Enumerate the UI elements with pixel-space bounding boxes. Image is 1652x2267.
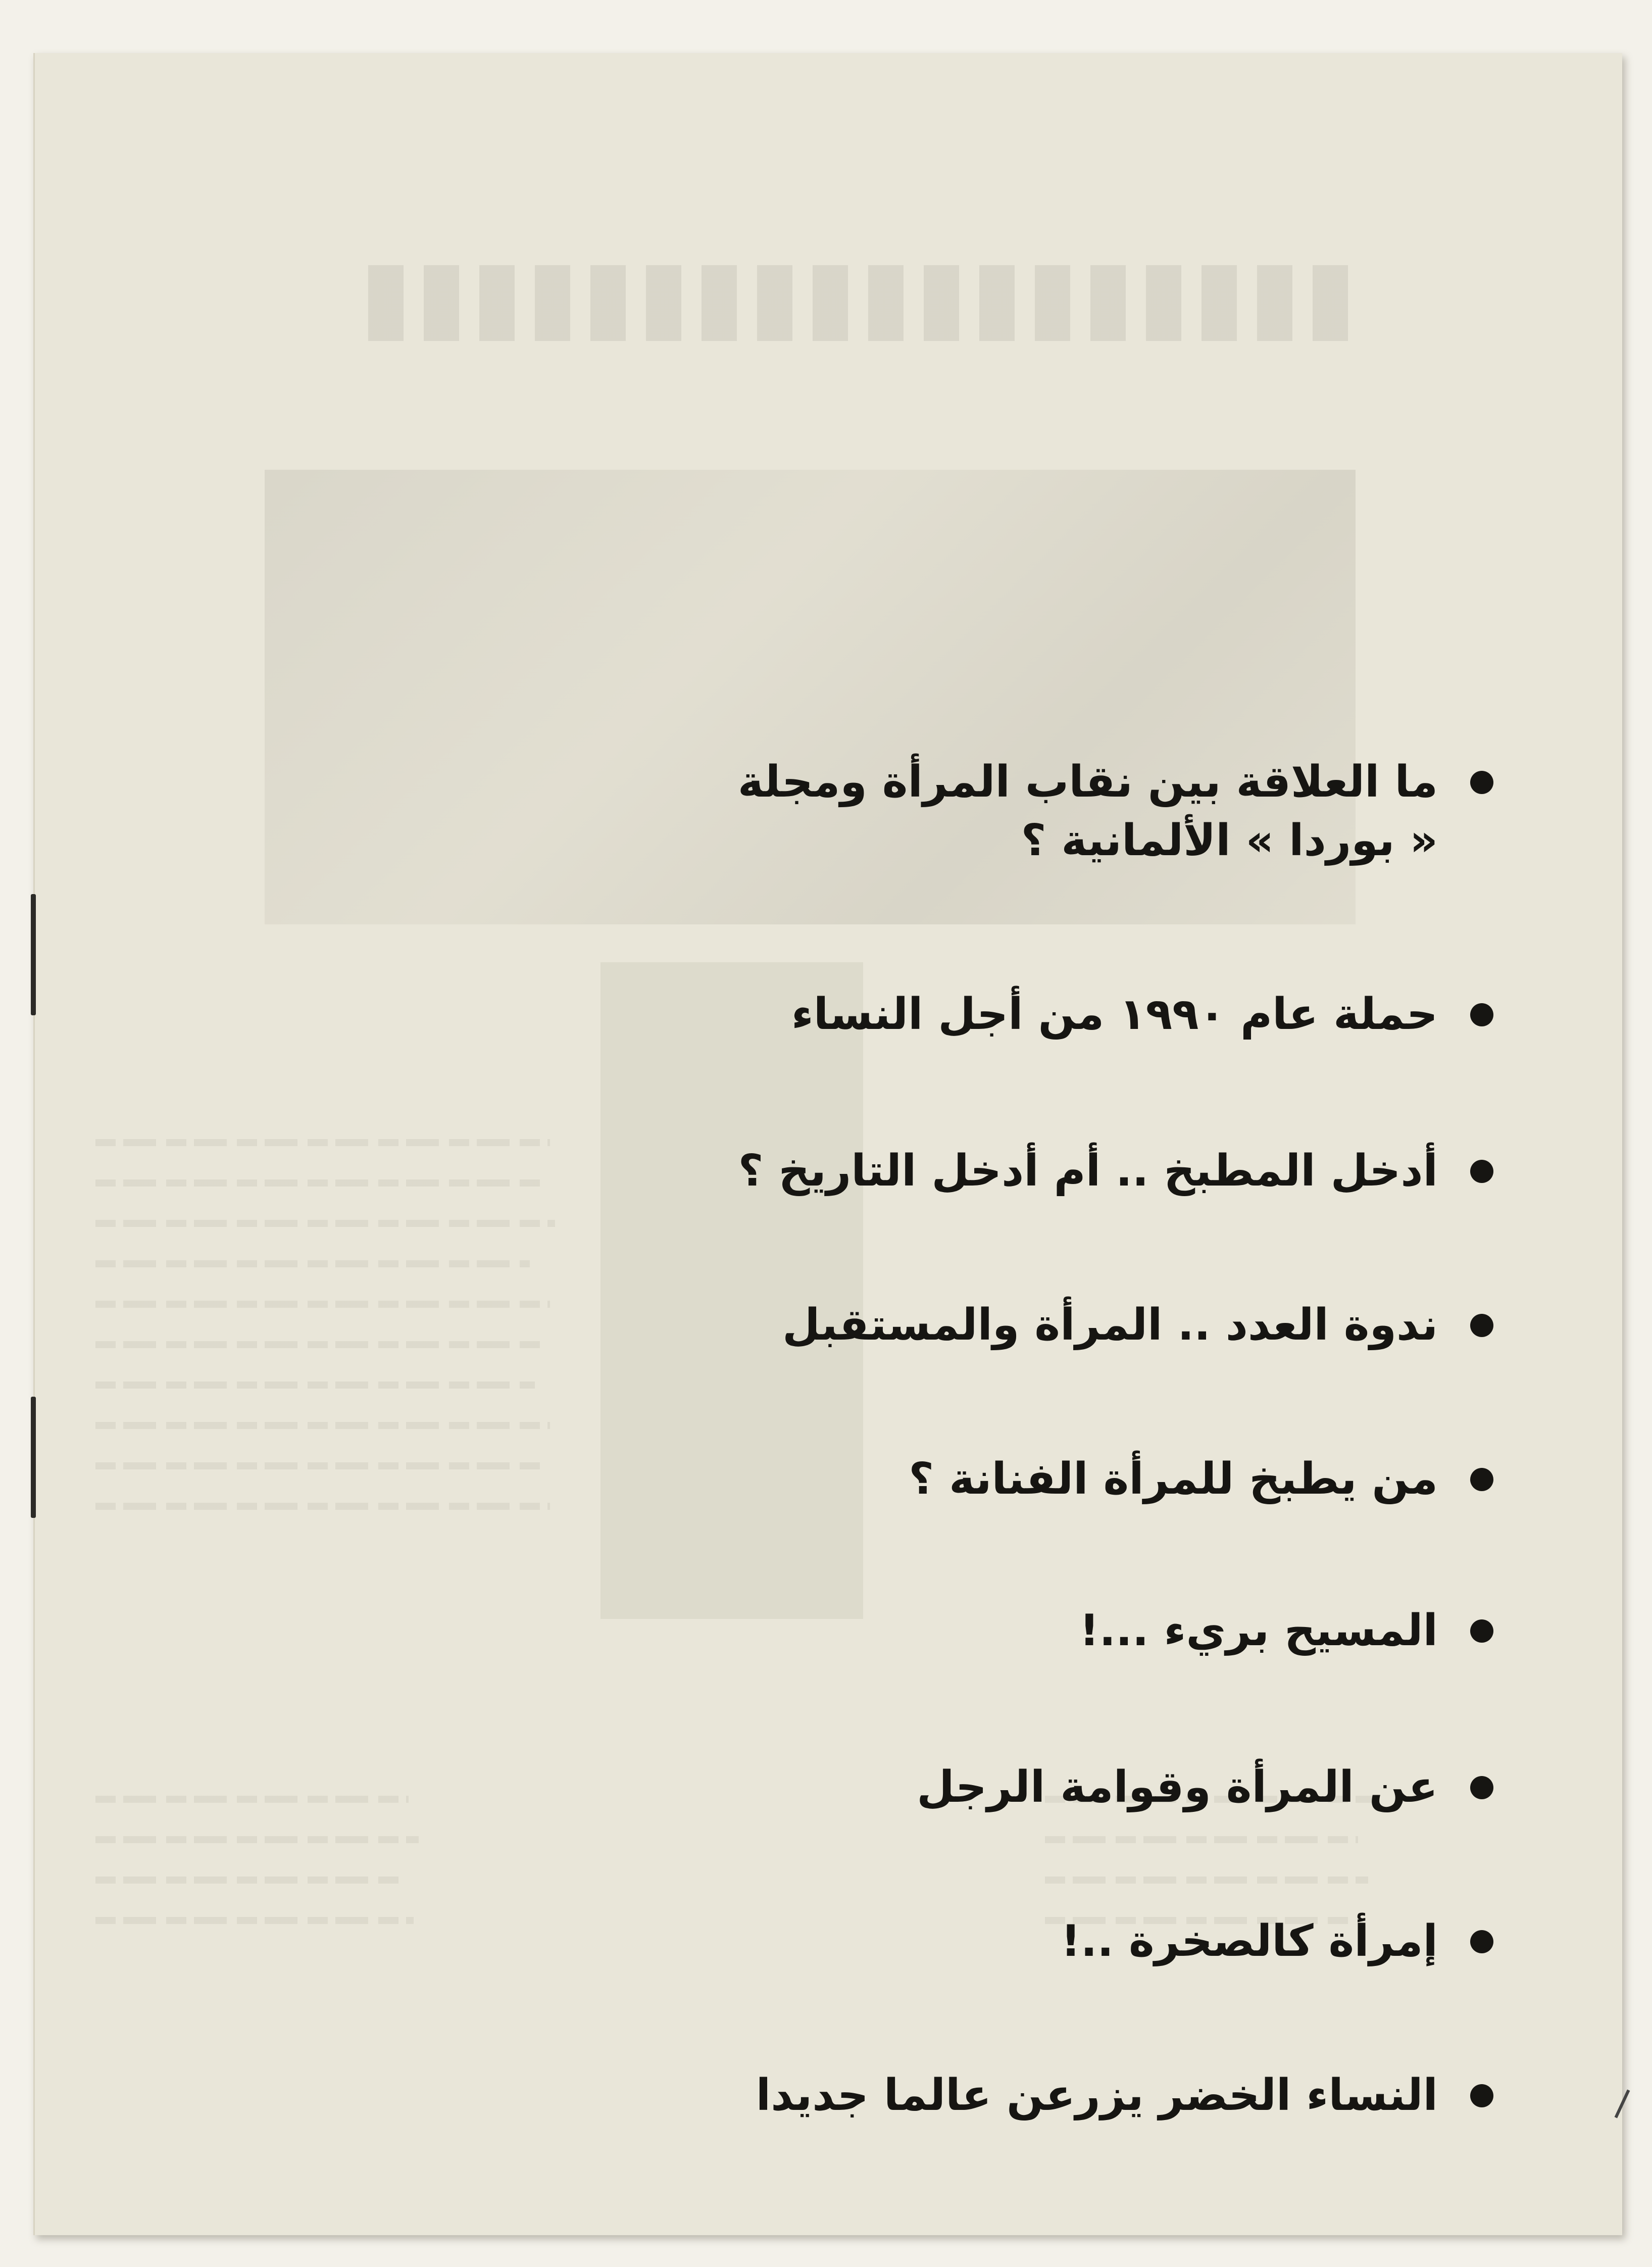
bullet-icon	[1470, 1003, 1493, 1026]
contents-item-text: عن المرأة وقوامة الرجل	[917, 1762, 1438, 1812]
show-through-text-line	[95, 1260, 530, 1267]
contents-item-text: ندوة العدد .. المرأة والمستقبل	[782, 1300, 1438, 1350]
contents-item	[706, 753, 1493, 870]
show-through-text-line	[95, 1796, 409, 1803]
show-through-text-line	[95, 1836, 419, 1843]
show-through-text-line	[95, 1220, 555, 1227]
show-through-text-line	[95, 1301, 550, 1308]
binding-staple-bottom	[31, 1397, 36, 1518]
show-through-text-line	[95, 1382, 535, 1389]
contents-item	[706, 1601, 1493, 1660]
bullet-icon	[1470, 1930, 1493, 1953]
bullet-icon	[1470, 1619, 1493, 1643]
contents-item	[706, 2066, 1493, 2125]
pen-mark	[1615, 2090, 1630, 2118]
show-through-text-line	[95, 1877, 398, 1884]
contents-item	[706, 985, 1493, 1044]
contents-item	[706, 1142, 1493, 1200]
show-through-text-line	[95, 1341, 545, 1348]
binding-staple-top	[31, 894, 36, 1015]
show-through-text-line	[95, 1462, 540, 1469]
contents-item	[706, 1296, 1493, 1354]
contents-item-text: إمرأة كالصخرة ..!	[1061, 1916, 1438, 1966]
contents-item	[706, 1450, 1493, 1508]
show-through-heading	[368, 265, 1353, 341]
show-through-text-line	[95, 1422, 550, 1429]
contents-item	[706, 1758, 1493, 1816]
show-through-text-line	[1045, 1877, 1368, 1884]
show-through-text-line	[1045, 1836, 1358, 1843]
contents-item-text: المسيح بريء ...!	[1079, 1605, 1438, 1656]
show-through-text-line	[95, 1139, 550, 1146]
show-through-text-line	[95, 1503, 550, 1510]
bullet-icon	[1470, 1468, 1493, 1491]
contents-item-text: من يطبخ للمرأة الفنانة ؟	[909, 1454, 1438, 1504]
bullet-icon	[1470, 2084, 1493, 2107]
bullet-icon	[1470, 1160, 1493, 1183]
contents-item-text: النساء الخضر يزرعن عالما جديدا	[756, 2070, 1438, 2121]
show-through-text-line	[95, 1917, 414, 1924]
bullet-icon	[1470, 771, 1493, 794]
bullet-icon	[1470, 1314, 1493, 1337]
bullet-icon	[1470, 1776, 1493, 1799]
show-through-column	[600, 962, 863, 1619]
show-through-text-line	[95, 1179, 540, 1187]
contents-item-text: حملة عام ١٩٩٠ من أجل النساء	[791, 989, 1438, 1040]
contents-item-text: أدخل المطبخ .. أم أدخل التاريخ ؟	[738, 1146, 1438, 1196]
booklet-page	[33, 53, 1622, 2235]
contents-item-text: ما العلاقة بين نقاب المرأة ومجلة « بوردا » الألمانية ؟	[737, 757, 1438, 866]
contents-item	[706, 1912, 1493, 1970]
